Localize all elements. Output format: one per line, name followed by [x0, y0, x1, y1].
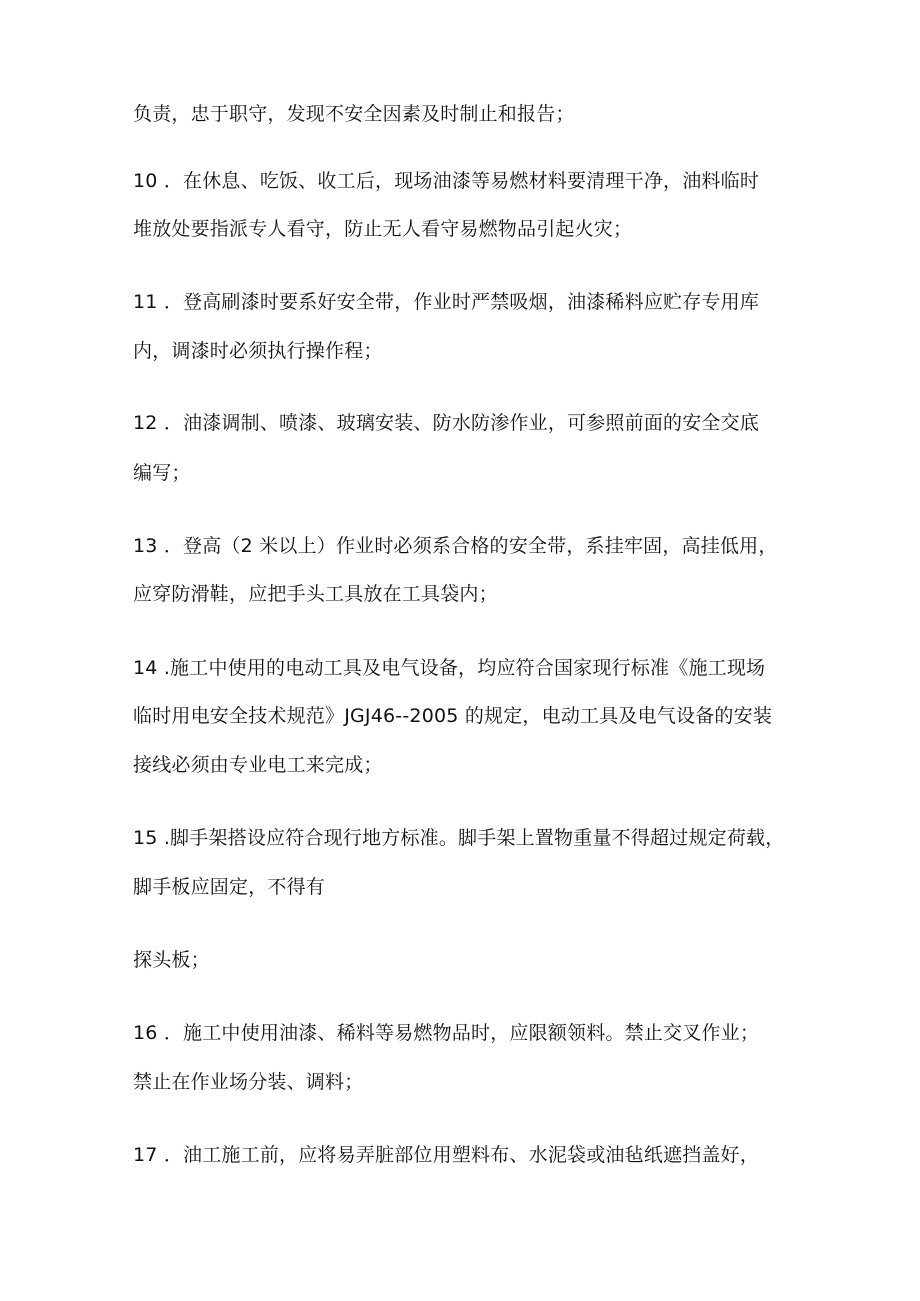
- text-line-2: 10 ．在休息、吃饭、收工后，现场油漆等易燃材料要清理干净，油料临时: [133, 170, 760, 192]
- text-line-11: 临时用电安全技术规范》JGJ46--2005 的规定，电动工具及电气设备的安装: [133, 705, 773, 727]
- text-line-15: 探头板；: [133, 949, 210, 971]
- text-line-14: 脚手板应固定，不得有: [133, 876, 326, 898]
- text-line-13: 15 .脚手架搭设应符合现行地方标准。脚手架上置物重量不得超过规定荷载，: [133, 827, 785, 849]
- text-line-16: 16 ．施工中使用油漆、稀料等易燃物品时，应限额领料。禁止交叉作业；: [133, 1022, 760, 1044]
- text-line-7: 编写；: [133, 462, 191, 484]
- text-line-4: 11 ．登高刷漆时要系好安全带，作业时严禁吸烟，油漆稀料应贮存专用库: [133, 291, 760, 313]
- text-line-8: 13 ．登高（2 米以上）作业时必须系合格的安全带，系挂牢固，高挂低用，: [133, 535, 778, 557]
- text-line-1: 负责，忠于职守，发现不安全因素及时制止和报告；: [133, 103, 575, 125]
- text-line-3: 堆放处要指派专人看守，防止无人看守易燃物品引起火灾；: [133, 218, 633, 240]
- text-line-5: 内，调漆时必须执行操作程；: [133, 340, 383, 362]
- text-line-18: 17 ．油工施工前，应将易弄脏部位用塑料布、水泥袋或油毡纸遮挡盖好，: [133, 1144, 760, 1166]
- text-line-9: 应穿防滑鞋，应把手头工具放在工具袋内；: [133, 583, 498, 605]
- text-line-12: 接线必须由专业电工来完成；: [133, 754, 383, 776]
- text-line-17: 禁止在作业场分装、调料；: [133, 1071, 364, 1093]
- text-line-6: 12 ．油漆调制、喷漆、玻璃安装、防水防渗作业，可参照前面的安全交底: [133, 412, 760, 434]
- text-line-10: 14 .施工中使用的电动工具及电气设备，均应符合国家现行标准《施工现场: [133, 657, 766, 679]
